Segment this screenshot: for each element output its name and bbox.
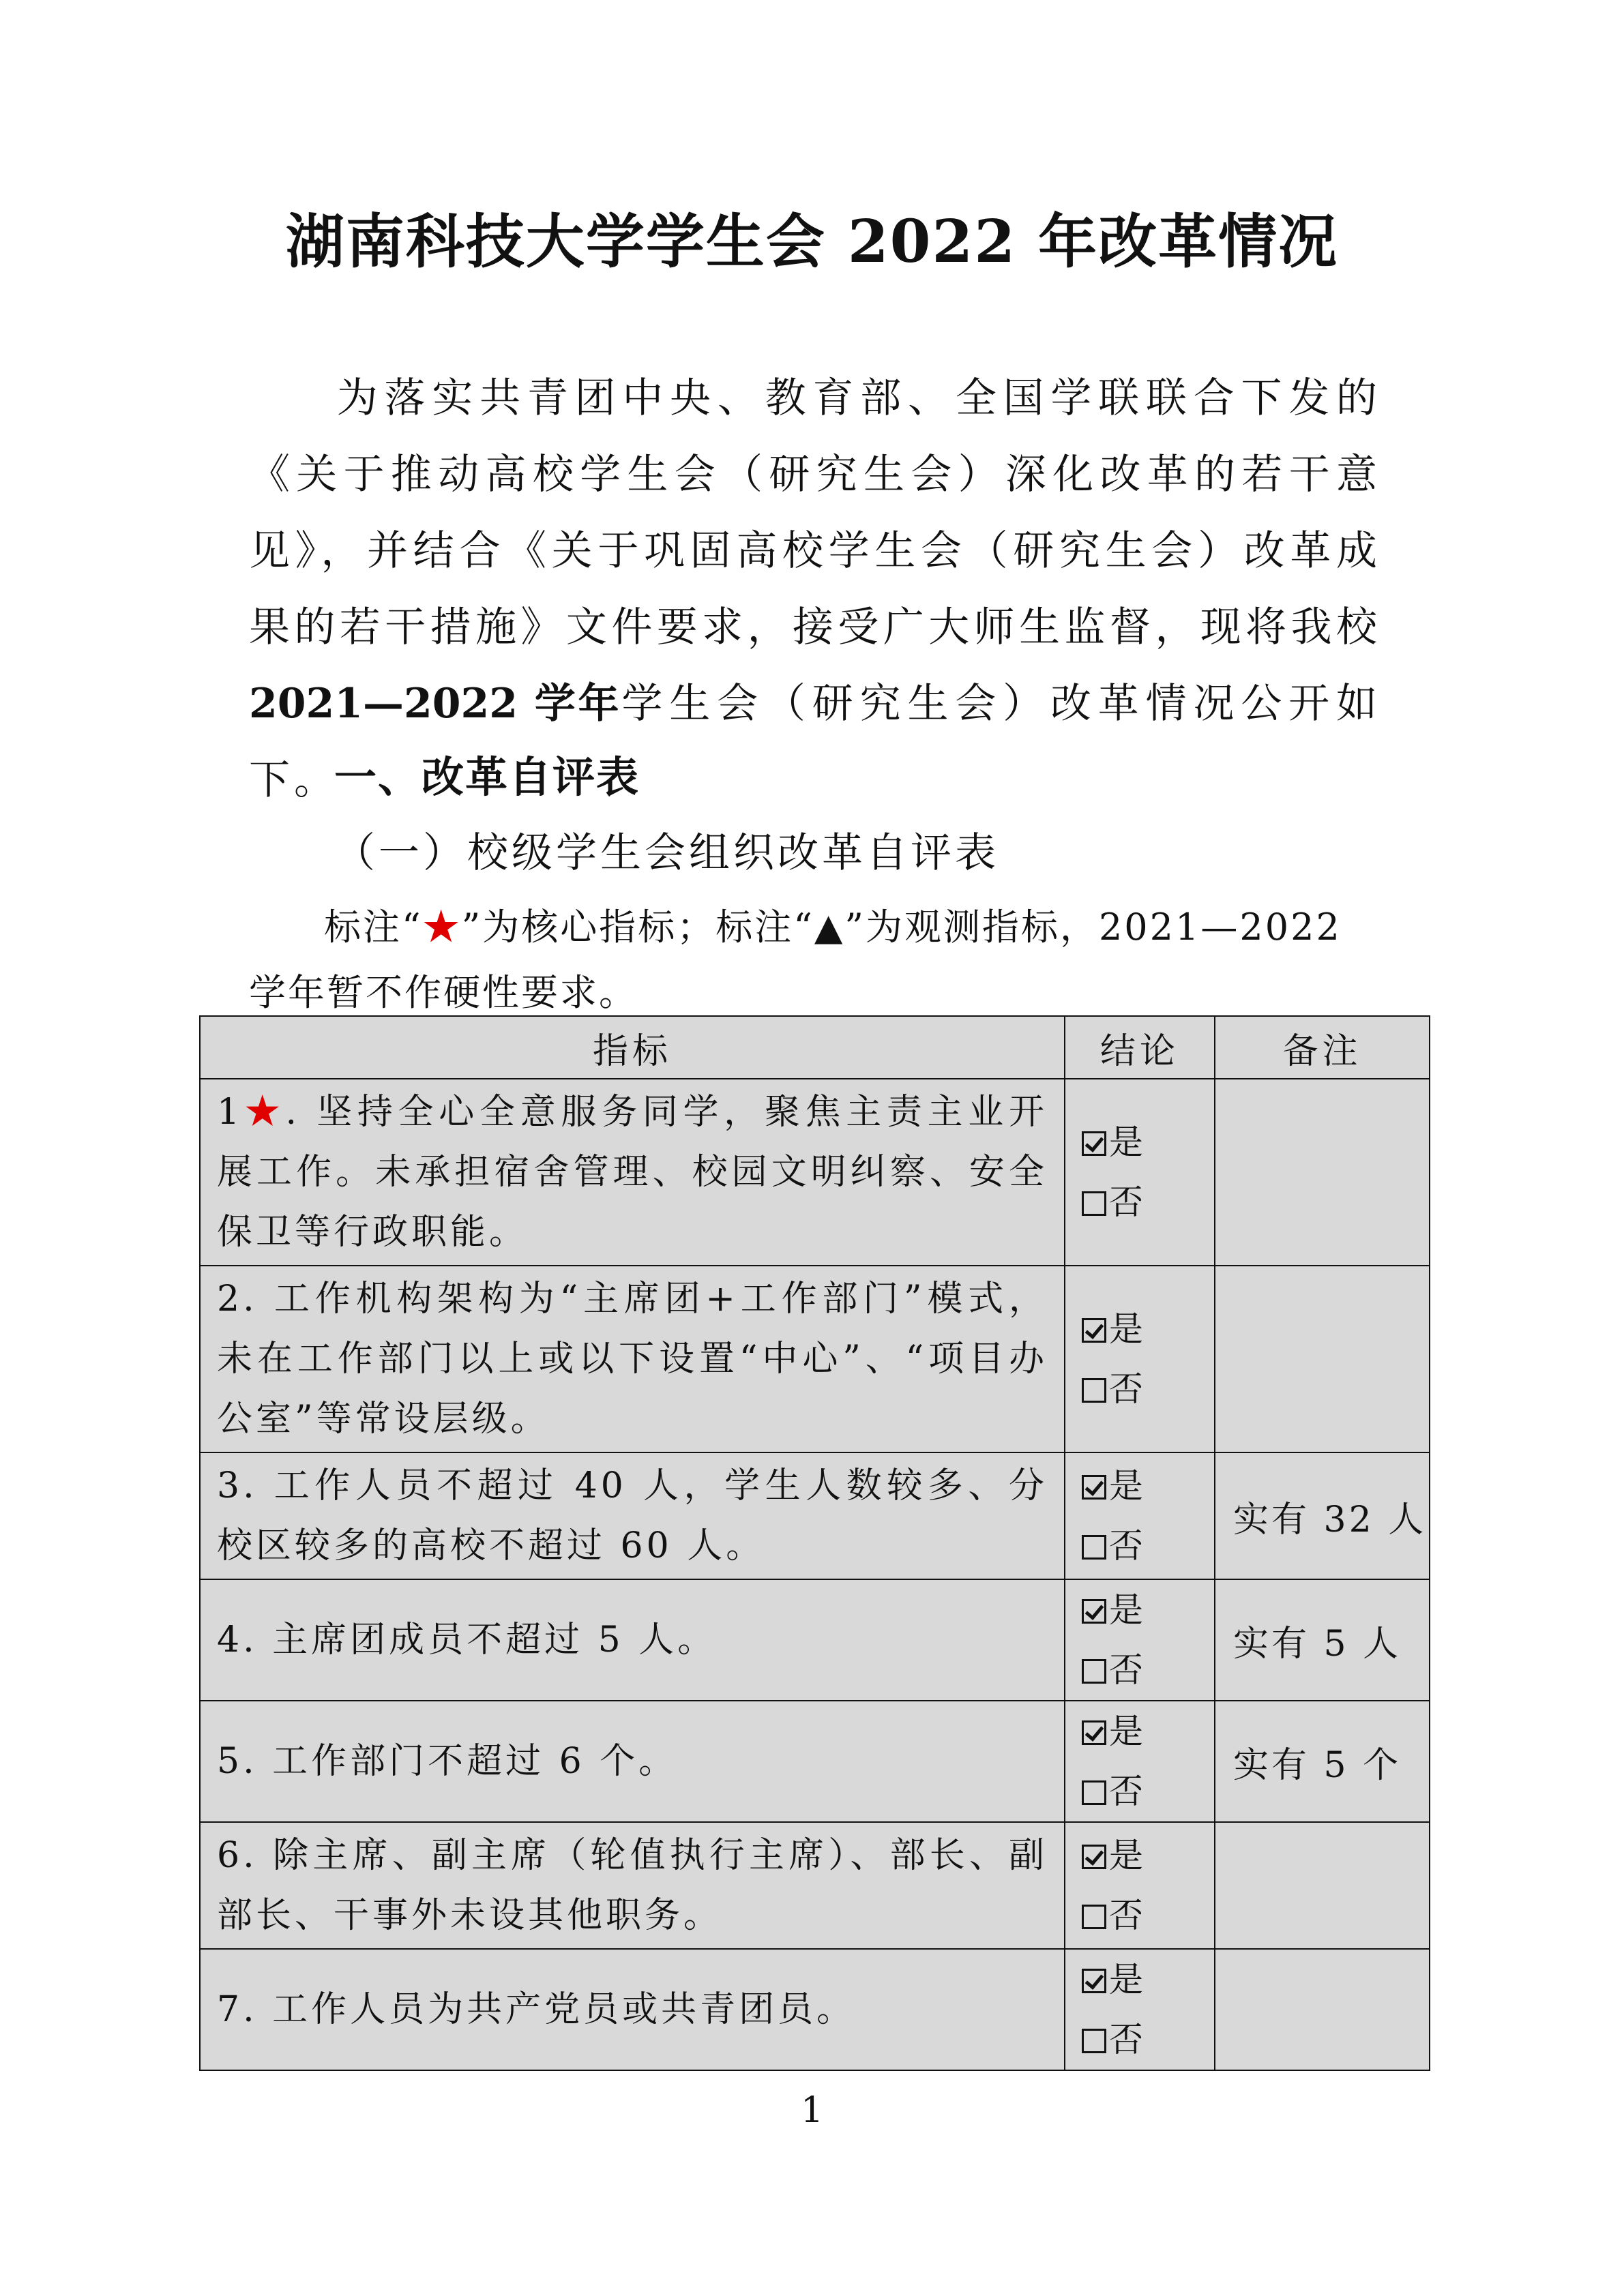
no-label: 否 bbox=[1109, 2020, 1143, 2059]
no-option[interactable] bbox=[1082, 1761, 1214, 1821]
yes-option[interactable] bbox=[1082, 1825, 1214, 1885]
table-row bbox=[200, 1079, 1430, 1266]
yes-label: 是 bbox=[1109, 1590, 1143, 1630]
indicator-cell bbox=[200, 1949, 1065, 2070]
no-label: 否 bbox=[1109, 1526, 1143, 1566]
indicator-number: 6 bbox=[217, 1835, 243, 1876]
yes-label: 是 bbox=[1109, 1960, 1143, 1999]
indicator-text: . 除主席、副主席（轮值执行主席）、部长、副部长、干事外未设其他职务。 bbox=[217, 1835, 1048, 1936]
legend-note bbox=[249, 895, 1381, 1026]
indicator-text: . 工作人员不超过 40 人，学生人数较多、分校区较多的高校不超过 60 人。 bbox=[217, 1465, 1048, 1566]
conclusion-cell bbox=[1065, 1822, 1215, 1949]
remark-cell bbox=[1215, 1079, 1430, 1266]
unchecked-box-icon[interactable] bbox=[1082, 1191, 1106, 1216]
indicator-text: . 主席团成员不超过 5 人。 bbox=[243, 1620, 717, 1660]
indicator-cell bbox=[200, 1079, 1065, 1266]
indicator-number: 1 bbox=[217, 1092, 243, 1133]
subsection-heading: （一）校级学生会组织改革自评表 bbox=[334, 829, 999, 877]
indicator-cell bbox=[200, 1701, 1065, 1822]
conclusion-cell bbox=[1065, 1579, 1215, 1701]
remark-cell bbox=[1215, 1822, 1430, 1949]
checked-box-icon[interactable] bbox=[1082, 1131, 1106, 1156]
indicator-cell bbox=[200, 1822, 1065, 1949]
remark-cell: 实有 32 人 bbox=[1215, 1452, 1430, 1579]
unchecked-box-icon[interactable] bbox=[1082, 1659, 1106, 1684]
remark-cell bbox=[1215, 1266, 1430, 1452]
intro-text-1: 为落实共青团中央、教育部、全国学联联合下发的《关于推动高校学生会（研究生会）深化改革的若干意见》，并结合《关于巩固高校学生会（研究生会）改革成果的若干措施》文件要求，接受广大师生监督，现将我校 bbox=[249, 374, 1381, 651]
yes-option[interactable] bbox=[1082, 1701, 1214, 1761]
yes-label: 是 bbox=[1109, 1309, 1143, 1349]
no-option[interactable] bbox=[1082, 1172, 1214, 1232]
table-row bbox=[200, 1579, 1430, 1701]
no-label: 否 bbox=[1109, 1369, 1143, 1409]
no-option[interactable] bbox=[1082, 1640, 1214, 1700]
indicator-number: 7 bbox=[217, 1989, 243, 2030]
yes-option[interactable] bbox=[1082, 1580, 1214, 1640]
no-label: 否 bbox=[1109, 1896, 1143, 1935]
table-header-row bbox=[200, 1016, 1430, 1079]
yes-label: 是 bbox=[1109, 1122, 1143, 1162]
header-remark: 备注 bbox=[1215, 1016, 1430, 1079]
remark-cell bbox=[1215, 1949, 1430, 2070]
no-option[interactable] bbox=[1082, 1885, 1214, 1945]
unchecked-box-icon[interactable] bbox=[1082, 2029, 1106, 2053]
document-title: 湖南科技大学学生会 2022 年改革情况 bbox=[285, 207, 1339, 276]
legend-prefix: 标注“ bbox=[324, 906, 423, 949]
checked-box-icon[interactable] bbox=[1082, 1475, 1106, 1500]
checked-box-icon[interactable] bbox=[1082, 1969, 1106, 1993]
indicator-text: . 工作人员为共产党员或共青团员。 bbox=[243, 1989, 856, 2030]
table-row bbox=[200, 1701, 1430, 1822]
table-row bbox=[200, 1266, 1430, 1452]
intro-text-2: 学生会（研究生会）改革情况公开如下。 bbox=[249, 680, 1382, 804]
checked-box-icon[interactable] bbox=[1082, 1845, 1106, 1869]
page-number: 1 bbox=[800, 2090, 824, 2131]
conclusion-cell bbox=[1065, 1079, 1215, 1266]
unchecked-box-icon[interactable] bbox=[1082, 1780, 1106, 1805]
no-option[interactable] bbox=[1082, 1516, 1214, 1576]
conclusion-cell bbox=[1065, 1266, 1215, 1452]
header-conclusion: 结论 bbox=[1065, 1016, 1215, 1079]
yes-option[interactable] bbox=[1082, 1299, 1214, 1359]
indicator-number: 5 bbox=[217, 1741, 243, 1782]
yes-option[interactable] bbox=[1082, 1950, 1214, 2010]
section-heading: 一、改革自评表 bbox=[334, 752, 640, 802]
no-label: 否 bbox=[1109, 1182, 1143, 1222]
indicator-cell bbox=[200, 1579, 1065, 1701]
table-row bbox=[200, 1949, 1430, 2070]
core-star-icon: ★ bbox=[243, 1092, 286, 1133]
indicator-number: 3 bbox=[217, 1465, 243, 1506]
table-row bbox=[200, 1822, 1430, 1949]
yes-option[interactable] bbox=[1082, 1112, 1214, 1172]
no-label: 否 bbox=[1109, 1650, 1143, 1690]
remark-cell: 实有 5 个 bbox=[1215, 1701, 1430, 1822]
checked-box-icon[interactable] bbox=[1082, 1720, 1106, 1745]
unchecked-box-icon[interactable] bbox=[1082, 1905, 1106, 1929]
yes-option[interactable] bbox=[1082, 1456, 1214, 1516]
unchecked-box-icon[interactable] bbox=[1082, 1535, 1106, 1560]
intro-academic-year: 2021—2022 学年 bbox=[249, 680, 622, 728]
yes-label: 是 bbox=[1109, 1466, 1143, 1506]
conclusion-cell bbox=[1065, 1701, 1215, 1822]
no-option[interactable] bbox=[1082, 1359, 1214, 1419]
core-star-icon: ★ bbox=[422, 906, 462, 949]
header-indicator: 指标 bbox=[200, 1016, 1065, 1079]
conclusion-cell bbox=[1065, 1949, 1215, 2070]
indicator-cell bbox=[200, 1452, 1065, 1579]
self-evaluation-table bbox=[199, 1015, 1430, 2071]
table-row bbox=[200, 1452, 1430, 1579]
indicator-number: 4 bbox=[217, 1620, 243, 1660]
indicator-text: . 坚持全心全意服务同学，聚焦主责主业开展工作。未承担宿舍管理、校园文明纠察、安全保卫等行政职能。 bbox=[217, 1092, 1048, 1253]
yes-label: 是 bbox=[1109, 1712, 1143, 1751]
checked-box-icon[interactable] bbox=[1082, 1599, 1106, 1624]
no-label: 否 bbox=[1109, 1772, 1143, 1811]
unchecked-box-icon[interactable] bbox=[1082, 1378, 1106, 1403]
indicator-text: . 工作部门不超过 6 个。 bbox=[243, 1741, 678, 1782]
indicator-text: . 工作机构架构为“主席团+工作部门”模式，未在工作部门以上或以下设置“中心”、“项目办公室”等常设层级。 bbox=[217, 1279, 1048, 1440]
remark-cell: 实有 5 人 bbox=[1215, 1579, 1430, 1701]
yes-label: 是 bbox=[1109, 1836, 1143, 1875]
conclusion-cell bbox=[1065, 1452, 1215, 1579]
legend-text: ”为核心指标；标注“▲”为观测指标，2021—2022 学年暂不作硬性要求。 bbox=[249, 906, 1342, 1014]
no-option[interactable] bbox=[1082, 2010, 1214, 2070]
indicator-cell bbox=[200, 1266, 1065, 1452]
checked-box-icon[interactable] bbox=[1082, 1318, 1106, 1343]
indicator-number: 2 bbox=[217, 1279, 243, 1320]
